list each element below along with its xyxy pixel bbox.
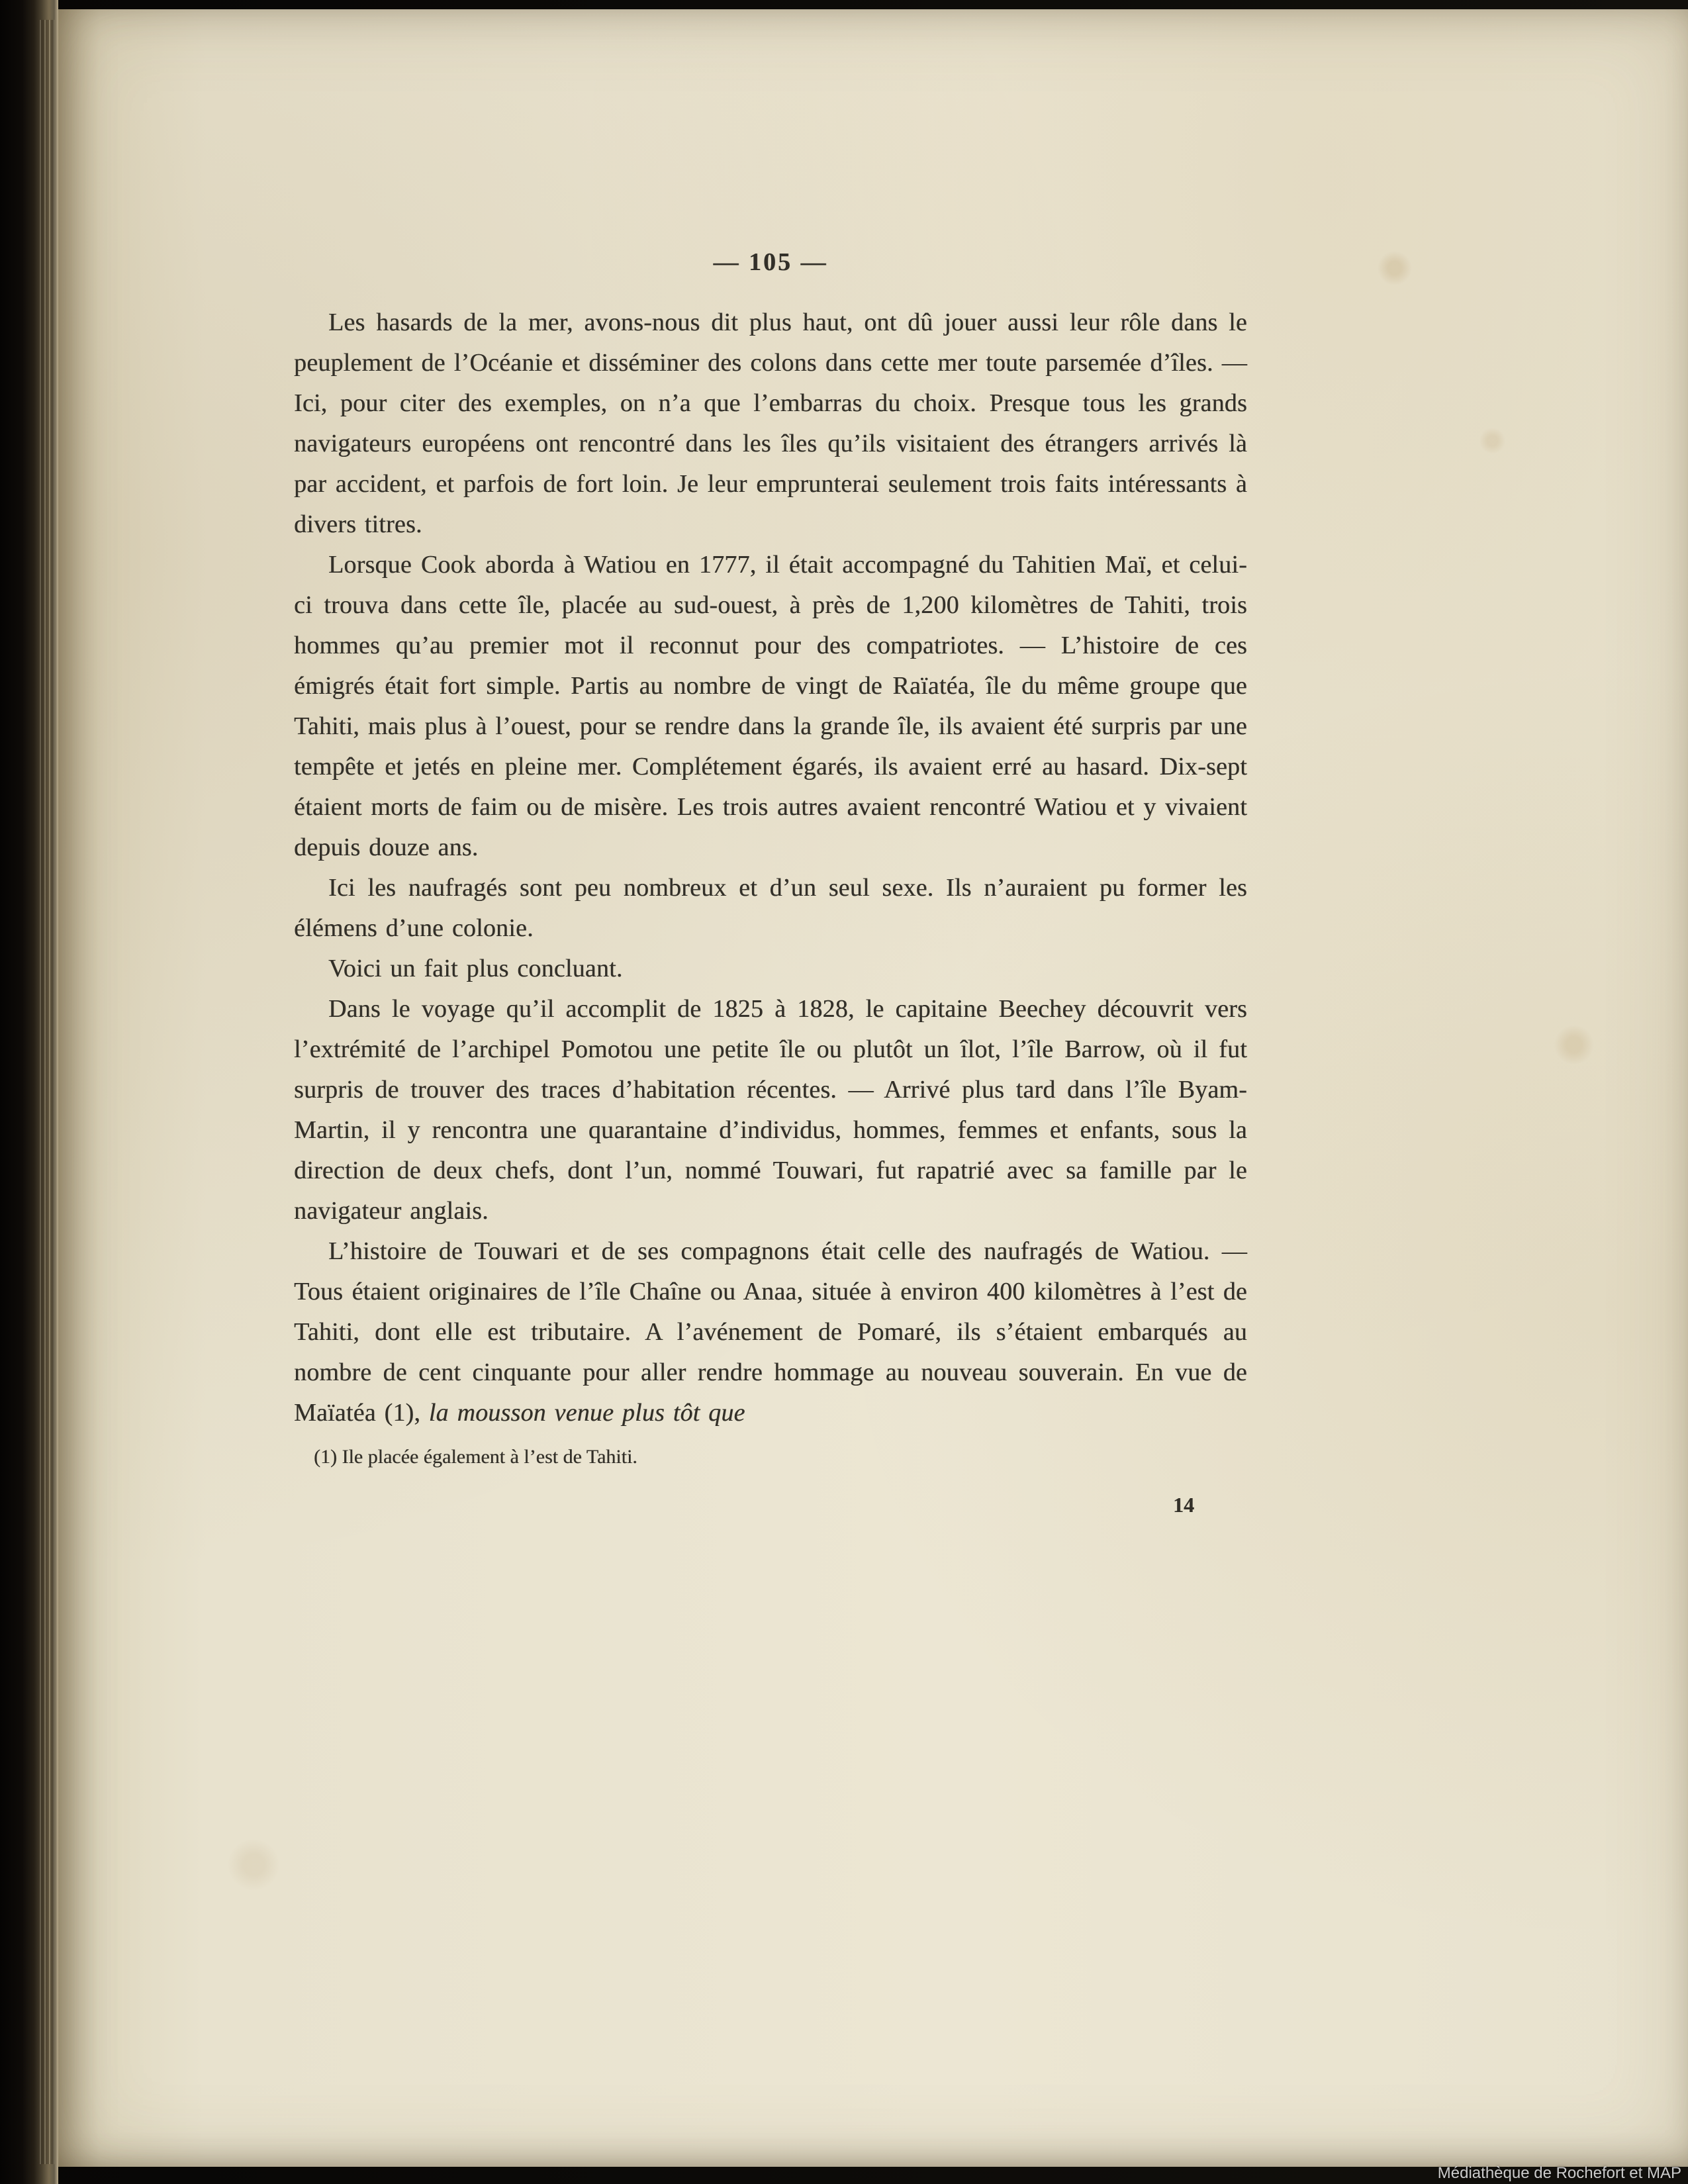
paragraph: Dans le voyage qu’il accomplit de 1825 à 1828, le capitaine Beechey découvrit vers l’extrémité de l’archipel Pomotou une petite île ou plutôt un îlot, l’île Barrow, où il fut surpris de trouver des traces d’habitation récentes. — Arrivé plus tard dans l’île Byam-Martin, il y rencontra une quarantaine d’individus, hommes, femmes et enfants, sous la direction de deux chefs, dont l’un, nommé Touwari, fut rapatrié avec sa famille par le navigateur anglais. xyxy=(294,995,1247,1225)
sheet-signature-number: 14 xyxy=(1173,1493,1194,1517)
paragraph-text: L’histoire de Touwari et de ses compagnons était celle des naufragés de Watiou. — Tous étaient originaires de l’île Chaîne ou Anaa, située à environ 400 kilomètres à l’est de Tahiti, dont elle est tributaire. A l’avénement de Pomaré, ils s’étaient embarqués au nombre de cent cinquante pour aller rendre hommage au nouveau souverain. En vue de Maïatéa (1), xyxy=(294,1237,1247,1427)
footnote: (1) Ile placée également à l’est de Tahiti. xyxy=(314,1446,637,1468)
paragraph: Les hasards de la mer, avons-nous dit plus haut, ont dû jouer aussi leur rôle dans le peuplement de l’Océanie et disséminer des colons dans cette mer toute parsemée d’îles. — Ici, pour citer des exemples, on n’a que l’embarras du choix. Presque tous les grands navigateurs européens ont rencontré dans les îles qu’ils visitaient des étrangers arrivés là par accident, et parfois de fort loin. Je leur emprunterai seulement trois faits intéressants à divers titres. xyxy=(294,309,1247,538)
paragraph xyxy=(294,1231,1247,1433)
paragraph-italic-text: la mousson venue plus tôt que xyxy=(428,1399,745,1427)
paragraph: Ici les naufragés sont peu nombreux et d’un seul sexe. Ils n’auraient pu former les élémens d’une colonie. xyxy=(294,874,1247,942)
paragraph: Voici un fait plus concluant. xyxy=(328,955,623,982)
text-column xyxy=(294,242,1247,1525)
book-binding-edge xyxy=(0,0,58,2184)
page-number-header: — 105 — xyxy=(713,248,828,276)
paragraph: Lorsque Cook aborda à Watiou en 1777, il était accompagné du Tahitien Maï, et celui-ci trouva dans cette île, placée au sud-ouest, à près de 1,200 kilomètres de Tahiti, trois hommes qu’au premier mot il reconnut pour des compatriotes. — L’histoire de ces émigrés était fort simple. Partis au nombre de vingt de Raïatéa, île du même groupe que Tahiti, mais plus à l’ouest, pour se rendre dans la grande île, ils avaient été surpris par une tempête et jetés en pleine mer. Complétement égarés, ils avaient erré au hasard. Dix-sept étaient morts de faim ou de misère. Les trois autres avaient rencontré Watiou et y vivaient depuis douze ans. xyxy=(294,551,1247,861)
watermark-credit: Médiathèque de Rochefort et MAP xyxy=(1437,2164,1681,2182)
scanned-page xyxy=(58,9,1688,2167)
